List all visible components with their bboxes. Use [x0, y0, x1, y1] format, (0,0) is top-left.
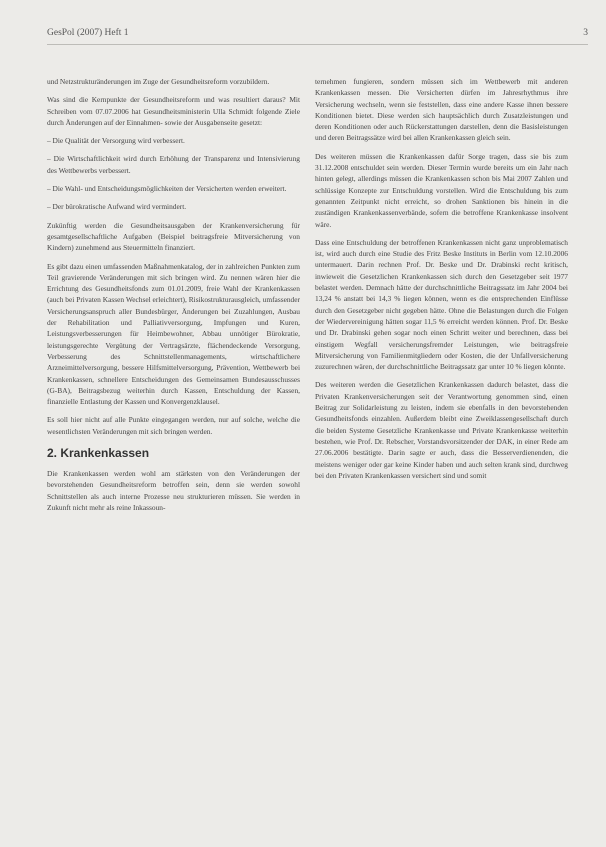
- list-item: – Die Wirtschaftlichkeit wird durch Erhöhung der Transparenz und Intensivierung des Wettbewerbs verbessert.: [47, 154, 300, 175]
- paragraph: und Netzstrukturänderungen im Zuge der Gesundheitsreform vorzubildern.: [47, 77, 270, 86]
- goal-list: [47, 135, 300, 212]
- header-rule: [47, 44, 588, 45]
- paragraph: Des weiteren müssen die Krankenkassen dafür Sorge tragen, dass sie bis zum 31.12.2008 entschuldet sein werden. Dieser Termin wurde bereits um ein Jahr nach hinten gelegt, allerdings müssen die Krankenkassen schon bis Mai 2007 Zahlen und schlüssige Konzepte zur Entschuldung vorstellen. Wird die Entschuldung bis zum genannten Zeitpunkt nicht erreicht, so drohen Sanktionen bis hinein in die zuständigen Krankenkassenverbände, sofern die betroffene Krankenkasse insolvent wäre.: [315, 151, 568, 229]
- paragraph: Es gibt dazu einen umfassenden Maßnahmenkatalog, der in zahlreichen Punkten zum Teil gravierende Veränderungen mit sich bringen wird. Zu nennen wären hier die Errichtung des Gesundheitsfonds zum 01.01.2009, freie Wahl der Krankenkassen (auch bei Privaten Kassen Wechsel erleichtert), Risikostrukturausgleich, umfassender Versicherungsanspruch aller Bundesbürger, Änderungen bei Zuzahlungen, Ausbau der Rehabilitation und Palliativversorgung, Impfungen und Kuren, Leistungsverbesserungen für Heimbewohner, Abbau unnötiger Bürokratie, leistungsgerechte Vergütung der Vertragsärzte, flächendeckende Versorgung, Verbesserung des Schnittstellenmanagements, wirtschaftlichere Arzneimittelversorgung, bessere Hilfsmittelversorgung, Prävention, Wettbewerb bei Krankenkassen, schnellere Entscheidungen des Gemeinsamen Bundesausschusses (G-BA), Beitragsbezug weiterhin durch Kassen, Entschuldung der Kassen, finanzielle Entlastung der Kassen und Konvergenzklausel.: [47, 261, 300, 407]
- paragraph: Was sind die Kernpunkte der Gesundheitsreform und was resultiert daraus? Mit Schreiben vom 07.07.2006 hat Gesundheitsministerin Ulla Schmidt folgende Ziele durch Änderungen auf der Einnahmen- sowie der Ausgabenseite gesetzt:: [47, 95, 300, 127]
- journal-title: GesPol (2007) Heft 1: [47, 28, 129, 38]
- paragraph: Des weiteren werden die Gesetzlichen Krankenkassen dadurch belastet, dass die Privaten Krankenversicherungen seit der Verantwortung genommen sind, einen Beitrag zur Solidarleistung zu leisten, indem sie ebenfalls in den bevorstehenden Gesundheitsfonds einzahlen. Außerdem bleibt eine Zweiklassengesellschaft durch die beiden Systeme Gesetzliche Krankenkasse und Private Krankenkasse weiterhin bestehen, wie Prof. Dr. Rebscher, Vorstandsvorsitzender der DAK, in einer Rede am 27.06.2006 bestätigte. Darin sagte er auch, dass die Besserverdienenden, die meistens weniger oder gar keine Kinder haben und auch selten krank sind, durchweg bei den Privaten Krankenkassen versichert sind und somit: [315, 380, 568, 480]
- list-item: – Die Wahl- und Entscheidungsmöglichkeiten der Versicherten werden erweitert.: [47, 184, 287, 194]
- list-item: – Der bürokratische Aufwand wird vermindert.: [47, 202, 187, 212]
- list-item: – Die Qualität der Versorgung wird verbessert.: [47, 136, 185, 146]
- page-number: 3: [583, 28, 588, 38]
- paragraph: Dass eine Entschuldung der betroffenen Krankenkassen nicht ganz unproblematisch ist, wird auch durch eine Studie des Fritz Beske Instituts in Berlin vom 12.10.2006 untermauert. Darin rechnen Prof. Dr. Beske und Dr. Drabinski recht kritisch, inwieweit die Gesetzlichen Krankenkassen sich durch den Gesetzgeber seit 1977 belastet werden. Demnach hätte der durchschnittliche Beitragssatz im Jahr 2004 bei 13,24 % anstatt bei 14,3 % liegen können, wenn es die entsprechenden Einflüsse durch den Gesetzgeber nicht gegeben hätte. Ohne die Belastungen durch die Folgen der Wiedervereinigung hätten sogar 11,5 % erreicht werden können. Prof. Dr. Beske und Dr. Drabinski gehen sogar noch einen Schritt weiter und berechnen, dass bei einstigem Wegfall versicherungsfremder Leistungen, wie beitragsfreie Mitversicherung von Familienmitgliedern oder Kosten, die der Unfallversicherung zuzurechnen wären, der durchschnittliche Beitragssatz gar unter 10 % liegen könnte.: [315, 237, 568, 372]
- paragraph: Es soll hier nicht auf alle Punkte eingegangen werden, nur auf solche, welche die wesentlichsten Veränderungen mit sich bringen werden.: [47, 415, 300, 436]
- paragraph: Die Krankenkassen werden wohl am stärksten von den Veränderungen der bevorstehenden Gesundheitsreform betroffen sein, denn sie werden sowohl Schnittstellen als auch interne Prozesse neu strukturieren müssen. Sie werden in Zukunft nicht mehr als reine Inkassoun-: [47, 469, 300, 512]
- left-column: [47, 76, 300, 520]
- running-header: [47, 28, 588, 42]
- section-heading: 2. Krankenkassen: [47, 446, 150, 461]
- right-column: [315, 76, 568, 488]
- paragraph: Zukünftig werden die Gesundheitsausgaben der Krankenversicherung für gesamtgesellschaftliche Aufgaben (Beispiel beitragsfreie Mitversicherung von Kindern) zunehmend aus Steuermitteln finanziert.: [47, 220, 300, 253]
- paragraph: ternehmen fungieren, sondern müssen sich im Wettbewerb mit anderen Krankenkassen messen. Die Versicherten dürfen im Jahresrhythmus ihre Versicherung wechseln, wenn sie feststellen, dass eine andere Kasse ihnen bessere Konditionen bietet. Diese werden sich hauptsächlich durch Zusatzleistungen und deren Konditionen oder auch Rückerstattungen darstellen, denn die Basisleistungen und deren Beitragssätze wird bei allen Krankenkassen gleich sein.: [315, 77, 568, 143]
